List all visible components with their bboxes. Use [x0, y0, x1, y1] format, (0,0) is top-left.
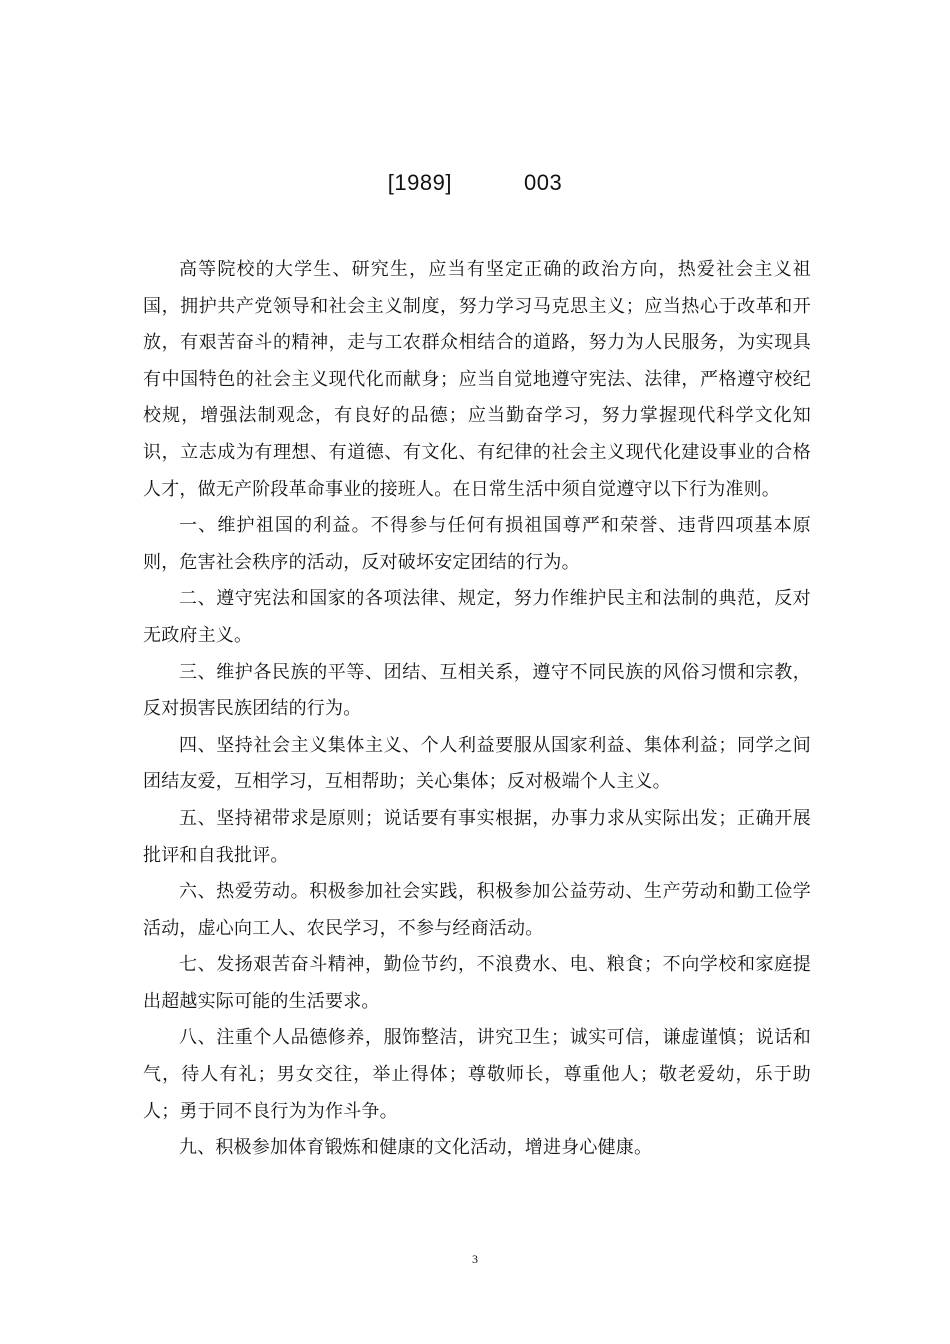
rule-6-paragraph: 六、热爱劳动。积极参加社会实践，积极参加公益劳动、生产劳动和勤工俭学活动，虚心向工人、农民学习，不参与经商活动。	[143, 881, 811, 939]
page-number: 3	[472, 1252, 478, 1266]
rule-8-paragraph: 八、注重个人品德修养，服饰整洁，讲究卫生；诚实可信，谦虚谨慎；说话和气，待人有礼；男女交往，举止得体；尊敬师长，尊重他人；敬老爱幼，乐于助人；勇于同不良行为为作斗争。	[143, 1027, 811, 1122]
rule-2-paragraph: 二、遵守宪法和国家的各项法律、规定，努力作维护民主和法制的典范，反对无政府主义。	[143, 588, 811, 646]
document-body	[143, 252, 811, 1167]
rule-9-paragraph: 九、积极参加体育锻炼和健康的文化活动，增进身心健康。	[179, 1137, 653, 1159]
rule-7-paragraph: 七、发扬艰苦奋斗精神，勤俭节约，不浪费水、电、粮食；不向学校和家庭提出超越实际可能的生活要求。	[143, 954, 811, 1012]
rule-1-paragraph: 一、维护祖国的利益。不得参与任何有损祖国尊严和荣誉、违背四项基本原则，危害社会秩序的活动，反对破坏安定团结的行为。	[143, 515, 811, 573]
preamble-paragraph: 高等院校的大学生、研究生，应当有坚定正确的政治方向，热爱社会主义祖国，拥护共产党领导和社会主义制度，努力学习马克思主义；应当热心于改革和开放，有艰苦奋斗的精神，走与工农群众相结合的道路，努力为人民服务，为实现具有中国特色的社会主义现代化而献身；应当自觉地遵守宪法、法律，严格遵守校纪校规，增强法制观念，有良好的品德；应当勤奋学习，努力掌握现代科学文化知识，立志成为有理想、有道德、有文化、有纪律的社会主义现代化建设事业的合格人才，做无产阶段革命事业的接班人。在日常生活中须自觉遵守以下行为准则。	[143, 259, 811, 500]
rule-3-paragraph: 三、维护各民族的平等、团结、互相关系，遵守不同民族的风俗习惯和宗教，反对损害民族团结的行为。	[143, 661, 811, 720]
document-serial-number: 003	[523, 170, 563, 195]
document-year: [1989]	[387, 170, 452, 195]
rule-5-paragraph: 五、坚持裙带求是原则；说话要有事实根据，办事力求从实际出发；正确开展批评和自我批评。	[143, 807, 811, 866]
rule-4-paragraph: 四、坚持社会主义集体主义、个人利益要服从国家利益、集体利益；同学之间团结友爱，互相学习，互相帮助；关心集体；反对极端个人主义。	[143, 734, 811, 793]
document-number	[0, 170, 950, 196]
